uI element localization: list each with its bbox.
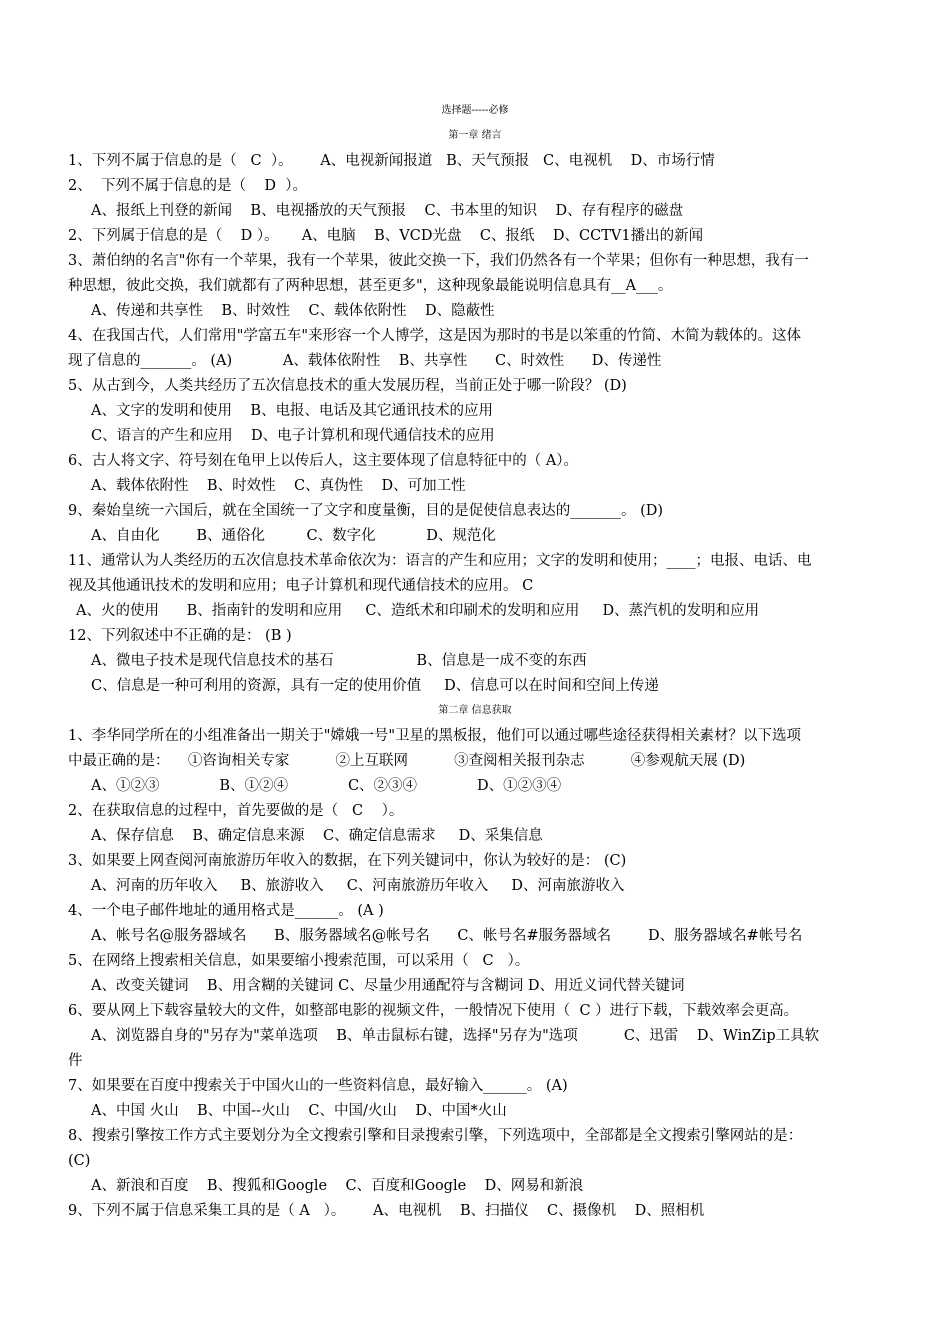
option-line: C、语言的产生和应用 D、电子计算机和现代通信技术的应用 (91, 428, 495, 444)
question-line: 5、在网络上搜索相关信息，如果要缩小搜索范围，可以采用（ C ）。 (68, 953, 530, 969)
question-line: 3、萧伯纳的名言"你有一个苹果，我有一个苹果，彼此交换一下，我们仍然各有一个苹果；但你有一种思想，我有一 (68, 253, 809, 269)
question-line: 现了信息的_______。 (A) A、载体依附性 B、共享性 C、时效性 D、传递性 (68, 353, 662, 369)
question-line: 2、 下列不属于信息的是（ D ）。 (68, 178, 307, 194)
question-line: 3、如果要上网查阅河南旅游历年收入的数据，在下列关键词中，你认为较好的是： (C) (68, 853, 627, 869)
option-line: A、河南的历年收入 B、旅游收入 C、河南旅游历年收入 D、河南旅游收入 (91, 878, 625, 894)
question-line: 2、在获取信息的过程中，首先要做的是（ C ）。 (68, 803, 404, 819)
option-line: A、浏览器自身的"另存为"菜单选项 B、单击鼠标右键，选择"另存为"选项 C、迅雷 D、WinZip工具软 (91, 1028, 820, 1044)
question-line: (C) (68, 1153, 91, 1169)
option-line: A、保存信息 B、确定信息来源 C、确定信息需求 D、采集信息 (91, 828, 543, 844)
option-line: A、改变关键词 B、用含糊的关键词 C、尽量少用通配符与含糊词 D、用近义词代替关键词 (91, 978, 685, 994)
option-line: C、信息是一种可利用的资源，具有一定的使用价值 D、信息可以在时间和空间上传递 (91, 678, 659, 694)
question-line: 9、下列不属于信息采集工具的是（ A ）。 A、电视机 B、扫描仪 C、摄像机 D、照相机 (68, 1203, 705, 1219)
question-line: 1、李华同学所在的小组准备出一期关于"嫦娥一号"卫星的黑板报，他们可以通过哪些途径获得相关素材？以下选项 (68, 728, 802, 744)
question-line: 9、秦始皇统一六国后，就在全国统一了文字和度量衡，目的是促使信息表达的_______。 (D) (68, 503, 664, 519)
question-line: 6、要从网上下载容量较大的文件，如整部电影的视频文件，一般情况下使用（ C ）进行下载，下载效率会更高。 (68, 1003, 799, 1019)
option-line: A、微电子技术是现代信息技术的基石 B、信息是一成不变的东西 (91, 653, 587, 669)
option-line: A、新浪和百度 B、搜狐和Google C、百度和Google D、网易和新浪 (91, 1178, 584, 1194)
option-line-continuation: 件 (68, 1053, 83, 1069)
question-line: 4、在我国古代，人们常用"学富五车"来形容一个人博学，这是因为那时的书是以笨重的竹简、木简为载体的。这体 (68, 328, 802, 344)
question-line: 7、如果要在百度中搜索关于中国火山的一些资料信息，最好输入______。 (A) (68, 1078, 568, 1094)
question-line: 11、通常认为人类经历的五次信息技术革命依次为：语言的产生和应用；文字的发明和使用；____；电报、电话、电 (68, 553, 812, 569)
question-line: 12、下列叙述中不正确的是： (B ) (68, 628, 292, 644)
question-line: 视及其他通讯技术的发明和应用；电子计算机和现代通信技术的应用。 C (68, 578, 534, 594)
option-line: A、帐号名@服务器域名 B、服务器域名@帐号名 C、帐号名#服务器域名 D、服务器域名#帐号名 (91, 928, 803, 944)
question-line: 8、搜索引擎按工作方式主要划分为全文搜索引擎和目录搜索引擎，下列选项中，全部都是全文搜索引擎网站的是： (68, 1128, 803, 1144)
question-line: 中最正确的是： ①咨询相关专家 ②上互联网 ③查阅相关报刊杂志 ④参观航天展 (D) (68, 753, 746, 769)
chapter-2-heading: 第二章 信息获取 (438, 705, 512, 716)
option-line: A、火的使用 B、指南针的发明和应用 C、造纸术和印刷术的发明和应用 D、蒸汽机的发明和应用 (76, 603, 760, 619)
option-line: A、中国 火山 B、中国--火山 C、中国/火山 D、中国*火山 (91, 1103, 507, 1119)
page-title: 选择题-----必修 (441, 105, 509, 116)
option-line: A、文字的发明和使用 B、电报、电话及其它通讯技术的应用 (91, 403, 494, 419)
question-line: 5、从古到今，人类共经历了五次信息技术的重大发展历程，当前正处于哪一阶段？ (D) (68, 378, 627, 394)
question-line: 种思想，彼此交换，我们就都有了两种思想，甚至更多"，这种现象最能说明信息具有__A___。 (68, 278, 673, 294)
question-line: 1、下列不属于信息的是（ C ）。 A、电视新闻报道 B、天气预报 C、电视机 D、市场行情 (68, 153, 715, 169)
option-line: A、①②③ B、①②④ C、②③④ D、①②③④ (91, 778, 562, 794)
option-line: A、传递和共享性 B、时效性 C、载体依附性 D、隐蔽性 (91, 303, 495, 319)
chapter-1-heading: 第一章 绪言 (448, 130, 502, 141)
question-line: 2、下列属于信息的是（ D ）。 A、电脑 B、VCD光盘 C、报纸 D、CCTV1播出的新闻 (68, 228, 704, 244)
option-line: A、自由化 B、通俗化 C、数字化 D、规范化 (91, 528, 496, 544)
option-line: A、报纸上刊登的新闻 B、电视播放的天气预报 C、书本里的知识 D、存有程序的磁盘 (91, 203, 684, 219)
question-line: 6、古人将文字、符号刻在龟甲上以传后人，这主要体现了信息特征中的（ A）。 (68, 453, 579, 469)
question-line: 4、一个电子邮件地址的通用格式是______。 (A ) (68, 903, 384, 919)
option-line: A、载体依附性 B、时效性 C、真伪性 D、可加工性 (91, 478, 466, 494)
